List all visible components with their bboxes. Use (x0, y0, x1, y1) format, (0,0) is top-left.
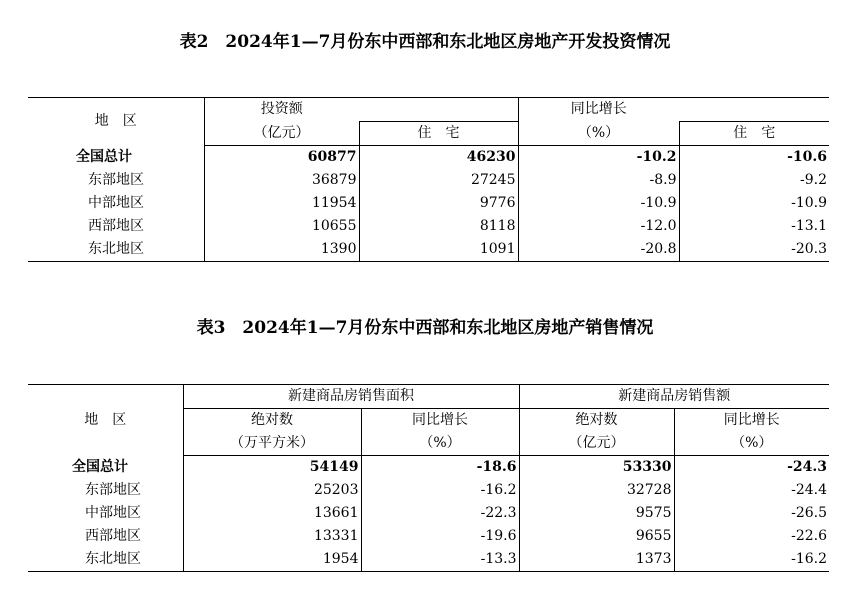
cell-residential: 1091 (359, 238, 518, 262)
cell-amount-yoy: -16.2 (674, 548, 829, 572)
table-row (28, 238, 829, 262)
header-area-yoy-unit: （%） (361, 432, 519, 456)
row-region: 西部地区 (85, 528, 141, 544)
table-row (28, 215, 829, 238)
cell-investment: 1390 (204, 238, 359, 262)
cell-investment: 36879 (204, 169, 359, 192)
cell-investment: 11954 (204, 192, 359, 215)
cell-area: 1954 (183, 548, 361, 572)
header-amount-absolute: 绝对数 (519, 409, 674, 433)
cell-yoy: -20.8 (518, 238, 679, 262)
cell-amount-yoy: -24.3 (674, 456, 829, 480)
cell-amount-yoy: -22.6 (674, 525, 829, 548)
table3-title: 表3 2024年1—7月份东中西部和东北地区房地产销售情况 (196, 318, 654, 338)
table-row (28, 548, 829, 572)
header-residential: 住 宅 (359, 122, 518, 146)
cell-area-yoy: -16.2 (361, 479, 519, 502)
table-row (28, 502, 829, 525)
cell-yoy: -10.9 (518, 192, 679, 215)
cell-yoy: -12.0 (518, 215, 679, 238)
cell-area-yoy: -18.6 (361, 456, 519, 480)
row-region: 东部地区 (88, 172, 144, 188)
header-amount-yoy: 同比增长 (674, 409, 829, 433)
header-area-yoy: 同比增长 (361, 409, 519, 433)
cell-residential: 27245 (359, 169, 518, 192)
table-row (28, 146, 829, 170)
header-amount-yoy-unit: （%） (674, 432, 829, 456)
header-yoy-unit: （%） (518, 122, 679, 146)
cell-residential: 46230 (359, 146, 518, 170)
cell-area: 25203 (183, 479, 361, 502)
table-row (28, 192, 829, 215)
cell-area: 54149 (183, 456, 361, 480)
header-investment-unit: （亿元） (204, 122, 359, 146)
header-amount-unit: （亿元） (519, 432, 674, 456)
table-row (28, 479, 829, 502)
cell-yoy-residential: -10.9 (679, 192, 829, 215)
row-region: 东北地区 (28, 548, 183, 572)
header-area-group: 新建商品房销售面积 (183, 385, 519, 409)
cell-amount: 1373 (519, 548, 674, 572)
table-row (28, 456, 829, 480)
header-yoy: 同比增长 (518, 98, 679, 122)
header-amount-group: 新建商品房销售额 (519, 385, 829, 409)
cell-area: 13331 (183, 525, 361, 548)
cell-investment: 60877 (204, 146, 359, 170)
header-region: 地 区 (28, 98, 204, 146)
cell-investment: 10655 (204, 215, 359, 238)
cell-area-yoy: -19.6 (361, 525, 519, 548)
header-area-unit: （万平方米） (183, 432, 361, 456)
cell-residential: 9776 (359, 192, 518, 215)
header-yoy-residential: 住 宅 (679, 122, 829, 146)
row-region: 中部地区 (88, 195, 144, 211)
cell-amount-yoy: -26.5 (674, 502, 829, 525)
cell-yoy: -10.2 (518, 146, 679, 170)
header-investment: 投资额 (204, 98, 359, 122)
header-area-absolute: 绝对数 (183, 409, 361, 433)
cell-area-yoy: -13.3 (361, 548, 519, 572)
cell-amount: 9655 (519, 525, 674, 548)
row-region: 全国总计 (72, 458, 128, 475)
cell-amount: 9575 (519, 502, 674, 525)
sales-table (28, 384, 829, 572)
row-region: 全国总计 (76, 148, 132, 165)
cell-amount: 53330 (519, 456, 674, 480)
row-region: 东北地区 (28, 238, 204, 262)
cell-amount: 32728 (519, 479, 674, 502)
cell-yoy-residential: -9.2 (679, 169, 829, 192)
table2-title: 表2 2024年1—7月份东中西部和东北地区房地产开发投资情况 (179, 32, 671, 52)
cell-amount-yoy: -24.4 (674, 479, 829, 502)
cell-yoy-residential: -10.6 (679, 146, 829, 170)
cell-area-yoy: -22.3 (361, 502, 519, 525)
cell-yoy-residential: -13.1 (679, 215, 829, 238)
header-region: 地 区 (28, 385, 183, 456)
investment-table (28, 97, 829, 262)
table-row (28, 169, 829, 192)
cell-residential: 8118 (359, 215, 518, 238)
row-region: 中部地区 (85, 505, 141, 521)
cell-yoy: -8.9 (518, 169, 679, 192)
row-region: 西部地区 (88, 218, 144, 234)
cell-yoy-residential: -20.3 (679, 238, 829, 262)
table-row (28, 525, 829, 548)
cell-area: 13661 (183, 502, 361, 525)
row-region: 东部地区 (85, 482, 141, 498)
